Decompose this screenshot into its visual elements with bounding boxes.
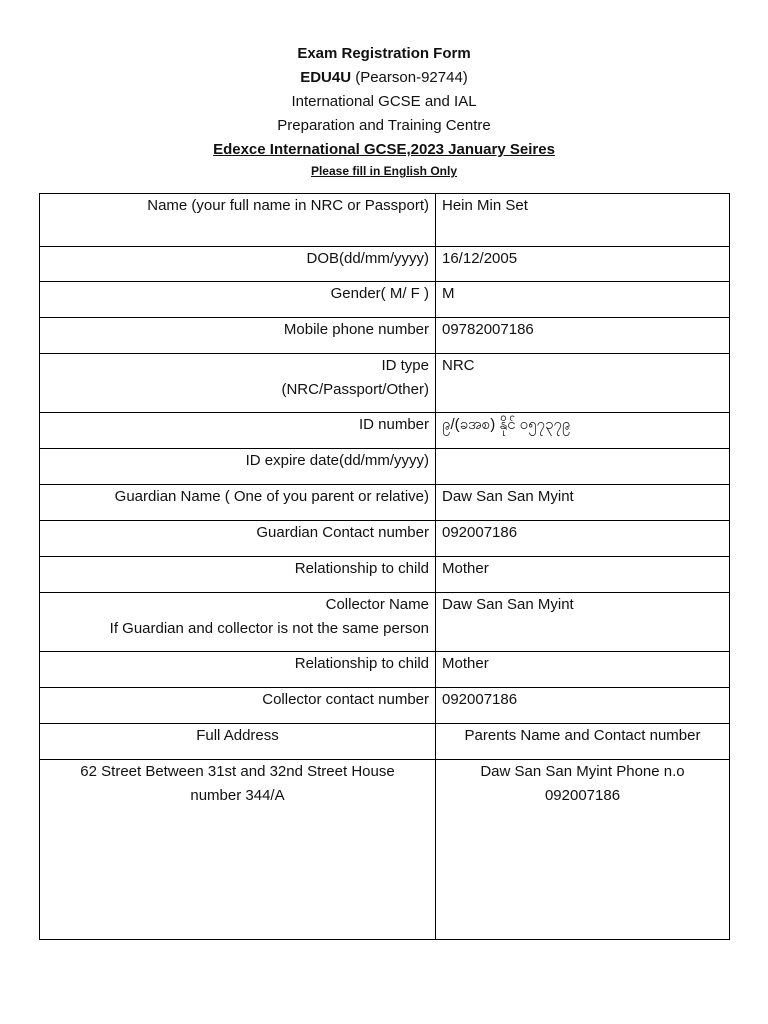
row-collector-contact <box>40 688 730 724</box>
name-value[interactable]: Hein Min Set <box>436 194 730 247</box>
row-collector-relationship <box>40 652 730 688</box>
id-type-label-line1: ID type <box>381 357 429 374</box>
name-label: Name (your full name in NRC or Passport) <box>40 194 436 247</box>
collector-contact-label: Collector contact number <box>40 688 436 724</box>
collector-name-label-line2: If Guardian and collector is not the same person <box>109 620 429 637</box>
row-gender <box>40 282 730 318</box>
dob-value[interactable]: 16/12/2005 <box>436 247 730 282</box>
id-type-label-line2: (NRC/Passport/Other) <box>281 381 429 398</box>
guardian-name-value[interactable]: Daw San San Myint <box>436 485 730 521</box>
id-number-label: ID number <box>40 413 436 449</box>
form-title: Exam Registration Form <box>297 45 471 62</box>
parents-value[interactable] <box>436 760 730 940</box>
header-line-centre: Preparation and Training Centre <box>277 117 491 134</box>
guardian-name-label: Guardian Name ( One of you parent or relative) <box>40 485 436 521</box>
centre-code-line <box>0 66 768 90</box>
guardian-relationship-value[interactable]: Mother <box>436 557 730 593</box>
guardian-contact-label: Guardian Contact number <box>40 521 436 557</box>
collector-relationship-label: Relationship to child <box>40 652 436 688</box>
gender-label: Gender( M/ F ) <box>40 282 436 318</box>
collector-name-label <box>40 593 436 652</box>
centre-code: EDU4U <box>300 69 352 86</box>
instruction-note: Please fill in English Only <box>310 164 458 178</box>
id-type-value[interactable]: NRC <box>436 354 730 413</box>
collector-relationship-value[interactable]: Mother <box>436 652 730 688</box>
registration-table <box>39 193 730 940</box>
mobile-label: Mobile phone number <box>40 318 436 354</box>
id-type-label <box>40 354 436 413</box>
id-number-value[interactable]: ၉/(ခအစ) နိုင် ၀၅၇၃၇၉ <box>436 413 730 449</box>
gender-value[interactable]: M <box>436 282 730 318</box>
header-line-qualifications: International GCSE and IAL <box>291 93 477 110</box>
row-id-number <box>40 413 730 449</box>
row-id-type <box>40 354 730 413</box>
parents-line1: Daw San San Myint Phone n.o <box>480 763 685 780</box>
mobile-value[interactable]: 09782007186 <box>436 318 730 354</box>
form-header <box>0 42 768 180</box>
row-address-headers <box>40 724 730 760</box>
row-mobile <box>40 318 730 354</box>
dob-label: DOB(dd/mm/yyyy) <box>40 247 436 282</box>
exam-series: Edexce International GCSE,2023 January Seires <box>213 141 555 158</box>
address-value[interactable] <box>40 760 436 940</box>
row-dob <box>40 247 730 282</box>
id-expire-label: ID expire date(dd/mm/yyyy) <box>40 449 436 485</box>
address-line1: 62 Street Between 31st and 32nd Street House <box>80 763 395 780</box>
id-expire-value[interactable] <box>436 449 730 485</box>
row-guardian-relationship <box>40 557 730 593</box>
collector-contact-value[interactable]: 092007186 <box>436 688 730 724</box>
row-name <box>40 194 730 247</box>
row-guardian-contact <box>40 521 730 557</box>
guardian-contact-value[interactable]: 092007186 <box>436 521 730 557</box>
row-id-expire <box>40 449 730 485</box>
row-address-values <box>40 760 730 940</box>
guardian-relationship-label: Relationship to child <box>40 557 436 593</box>
collector-name-label-line1: Collector Name <box>325 596 429 613</box>
address-line2: number 344/A <box>190 787 285 804</box>
parents-header: Parents Name and Contact number <box>436 724 730 760</box>
address-header: Full Address <box>40 724 436 760</box>
row-guardian-name <box>40 485 730 521</box>
centre-id: (Pearson-92744) <box>355 69 468 86</box>
row-collector-name <box>40 593 730 652</box>
parents-line2: 092007186 <box>544 787 621 804</box>
collector-name-value[interactable]: Daw San San Myint <box>436 593 730 652</box>
